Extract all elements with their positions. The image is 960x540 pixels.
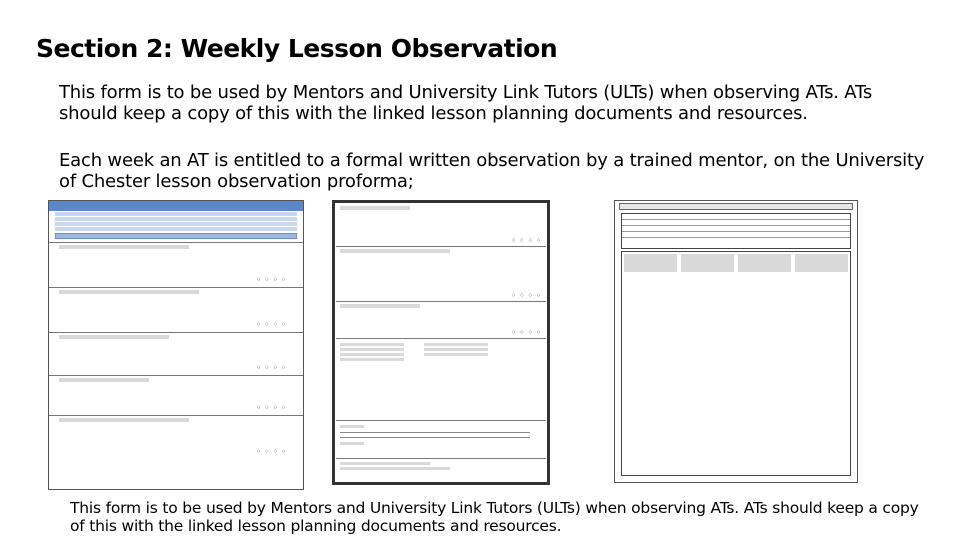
form-footer xyxy=(336,458,546,480)
form-instructions-block xyxy=(49,211,303,232)
intro-paragraph: This form is to be used by Mentors and University Link Tutors (ULTs) when observing ATs. ATs should keep a copy of this with the linked lesson planning documents and resources. xyxy=(59,82,873,124)
form-signature-block xyxy=(336,420,546,458)
observation-form-page-2-image xyxy=(332,200,550,485)
notes-page-header xyxy=(619,203,853,210)
form-section-s6: ○ ○ ○ ○ xyxy=(336,206,546,246)
form-info-table xyxy=(55,233,297,239)
form-section-s5: ○ ○ ○ ○ xyxy=(49,415,303,459)
form-caption: This form is to be used by Mentors and University Link Tutors (ULTs) when observing ATs. ATs should keep a copy of this with the linked lesson planning documents and resources. xyxy=(70,499,919,535)
form-section-s8: ○ ○ ○ ○ xyxy=(336,301,546,338)
form-summary-box xyxy=(336,338,546,420)
form-header-bar xyxy=(49,201,303,211)
observation-form-page-1-image xyxy=(48,200,304,490)
notes-body-box xyxy=(621,251,851,476)
slide-title: Section 2: Weekly Lesson Observation xyxy=(36,34,558,63)
observation-paragraph: Each week an AT is entitled to a formal written observation by a trained mentor, on the University of Chester lesson observation proforma; xyxy=(59,150,925,192)
form-section-s4: ○ ○ ○ ○ xyxy=(49,375,303,415)
form-section-s1: ○ ○ ○ ○ xyxy=(49,242,303,287)
notes-details-table xyxy=(621,213,851,249)
form-section-s7: ○ ○ ○ ○ xyxy=(336,246,546,301)
form-section-s3: ○ ○ ○ ○ xyxy=(49,332,303,375)
additional-notes-page-image xyxy=(614,200,858,483)
form-section-s2: ○ ○ ○ ○ xyxy=(49,287,303,332)
